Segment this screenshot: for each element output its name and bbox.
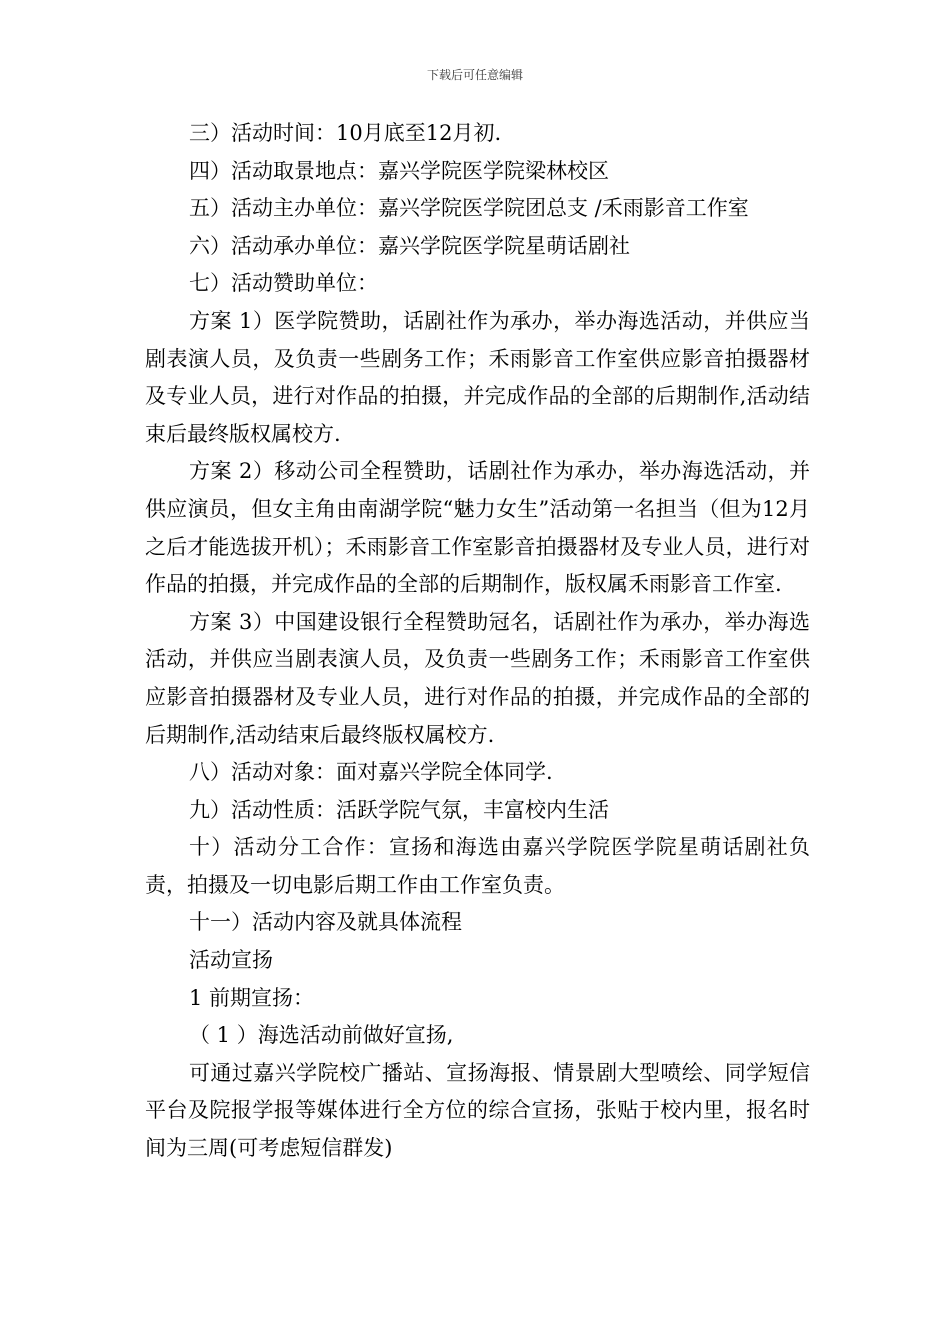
paragraph-process-heading: 十一）活动内容及就具体流程	[189, 910, 462, 935]
document-body	[145, 115, 810, 1168]
paragraph-location: 四）活动取景地点：嘉兴学院医学院梁林校区	[189, 158, 609, 183]
paragraph-early-promotion: 1 前期宣扬：	[189, 985, 315, 1010]
paragraph-plan-2: 方案 2）移动公司全程赞助，话剧社作为承办，举办海选活动，并供应演员，但女主角由南湖学院“魅力女生”活动第一名担当（但为12月之后才能选拔开机）；禾雨影音工作室影音拍摄器材及专业人员，进行对作品的拍摄，并完成作品的全部的后期制作，版权属禾雨影音工作室.	[145, 459, 810, 597]
paragraph-plan-3: 方案 3）中国建设银行全程赞助冠名，话剧社作为承办，举办海选活动，并供应当剧表演人员，及负责一些剧务工作；禾雨影音工作室供应影音拍摄器材及专业人员，进行对作品的拍摄，并完成作品的全部的后期制作,活动结束后最终版权属校方.	[145, 609, 810, 747]
paragraph-audience: 八）活动对象：面对嘉兴学院全体同学.	[189, 760, 553, 785]
paragraph-organizer: 五）活动主办单位：嘉兴学院医学院团总支 /禾雨影音工作室	[189, 196, 749, 221]
paragraph-activity-time: 三）活动时间：10月底至12月初.	[189, 121, 502, 145]
paragraph-division: 十）活动分工合作：宣扬和海选由嘉兴学院医学院星萌话剧社负责，拍摄及一切电影后期工作由工作室负责。	[145, 835, 810, 897]
page-header: 下载后可任意编辑	[426, 68, 523, 82]
paragraph-item-1: （ 1 ）海选活动前做好宣扬,	[189, 1023, 454, 1048]
paragraph-host: 六）活动承办单位：嘉兴学院医学院星萌话剧社	[189, 233, 630, 258]
paragraph-sponsor-heading: 七）活动赞助单位：	[189, 271, 378, 296]
paragraph-promotion: 活动宣扬	[189, 948, 273, 973]
paragraph-promotion-channels: 可通过嘉兴学院校广播站、宣扬海报、情景剧大型喷绘、同学短信平台及院报学报等媒体进行全方位的综合宣扬，张贴于校内里，报名时间为三周(可考虑短信群发)	[145, 1060, 810, 1161]
paragraph-nature: 九）活动性质：活跃学院气氛，丰富校内生活	[189, 797, 609, 822]
paragraph-plan-1: 方案 1）医学院赞助，话剧社作为承办，举办海选活动，并供应当剧表演人员，及负责一些剧务工作；禾雨影音工作室供应影音拍摄器材及专业人员，进行对作品的拍摄，并完成作品的全部的后期制作,活动结束后最终版权属校方.	[145, 308, 810, 446]
